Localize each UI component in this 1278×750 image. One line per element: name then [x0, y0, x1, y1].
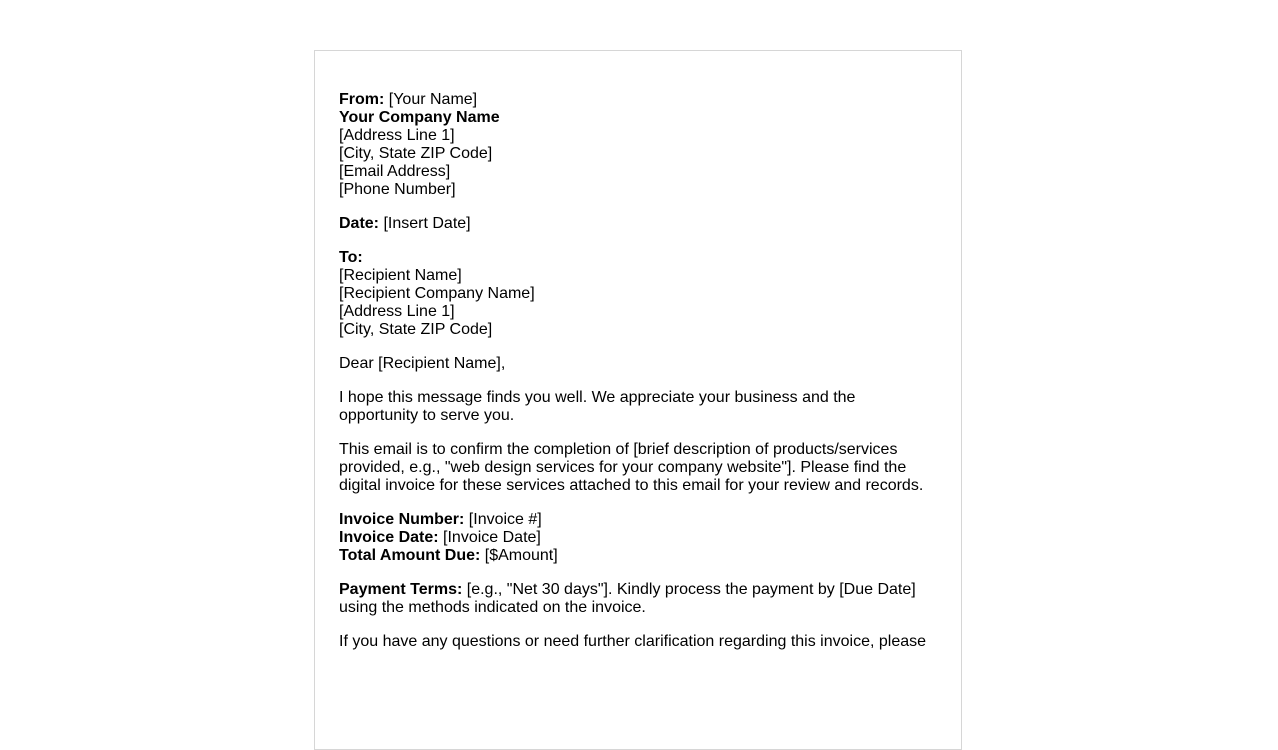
invoice-date-label: Invoice Date:: [339, 529, 439, 546]
sender-address-line: [Address Line 1]: [339, 127, 455, 144]
date-line: [339, 215, 939, 233]
confirmation-line: digital invoice for these services attached to this email for your review and records.: [339, 477, 924, 494]
date-value: [Insert Date]: [379, 215, 471, 232]
from-label: From:: [339, 91, 385, 108]
recipient-block: [339, 249, 939, 339]
invoice-details: [339, 511, 939, 565]
recipient-name-line: [Recipient Name]: [339, 267, 462, 284]
letter-body: [339, 91, 939, 667]
confirmation-line: provided, e.g., "web design services for your company website"]. Please find the: [339, 459, 907, 476]
sender-email-line: [Email Address]: [339, 163, 451, 180]
sender-city-line: [City, State ZIP Code]: [339, 145, 493, 162]
sender-phone-line: [Phone Number]: [339, 181, 456, 198]
date-label: Date:: [339, 215, 380, 232]
intro-line: opportunity to serve you.: [339, 407, 515, 424]
payment-terms-paragraph: [339, 581, 939, 617]
total-amount-label: Total Amount Due:: [339, 547, 481, 564]
invoice-number-value: [Invoice #]: [464, 511, 542, 528]
recipient-address-line: [Address Line 1]: [339, 303, 455, 320]
payment-terms-label: Payment Terms:: [339, 581, 463, 598]
from-value: [Your Name]: [384, 91, 478, 108]
intro-paragraph: [339, 389, 939, 425]
salutation-text: Dear [Recipient Name],: [339, 355, 506, 372]
invoice-number-line: [339, 511, 939, 529]
to-line: [339, 249, 939, 267]
payment-terms-line: [339, 581, 939, 599]
questions-line: If you have any questions or need further clarification regarding this invoice, please: [339, 633, 927, 650]
to-label: To:: [339, 249, 363, 266]
payment-terms-value: [e.g., "Net 30 days"]. Kindly process the payment by [Due Date]: [462, 581, 916, 598]
company-name: [339, 109, 939, 127]
invoice-date-line: [339, 529, 939, 547]
total-amount-line: [339, 547, 939, 565]
confirmation-line: This email is to confirm the completion of [brief description of products/services: [339, 441, 898, 458]
payment-terms-line: using the methods indicated on the invoice.: [339, 599, 646, 616]
salutation: [339, 355, 939, 373]
recipient-city-line: [City, State ZIP Code]: [339, 321, 493, 338]
date-block: [339, 215, 939, 233]
confirmation-paragraph: [339, 441, 939, 495]
total-amount-value: [$Amount]: [480, 547, 558, 564]
invoice-number-label: Invoice Number:: [339, 511, 465, 528]
document-page: [314, 50, 962, 750]
questions-paragraph: [339, 633, 939, 651]
company-name-text: Your Company Name: [339, 109, 500, 126]
recipient-company-line: [Recipient Company Name]: [339, 285, 535, 302]
from-line: [339, 91, 939, 109]
invoice-date-value: [Invoice Date]: [438, 529, 541, 546]
sender-block: [339, 91, 939, 199]
intro-line: I hope this message finds you well. We appreciate your business and the: [339, 389, 856, 406]
